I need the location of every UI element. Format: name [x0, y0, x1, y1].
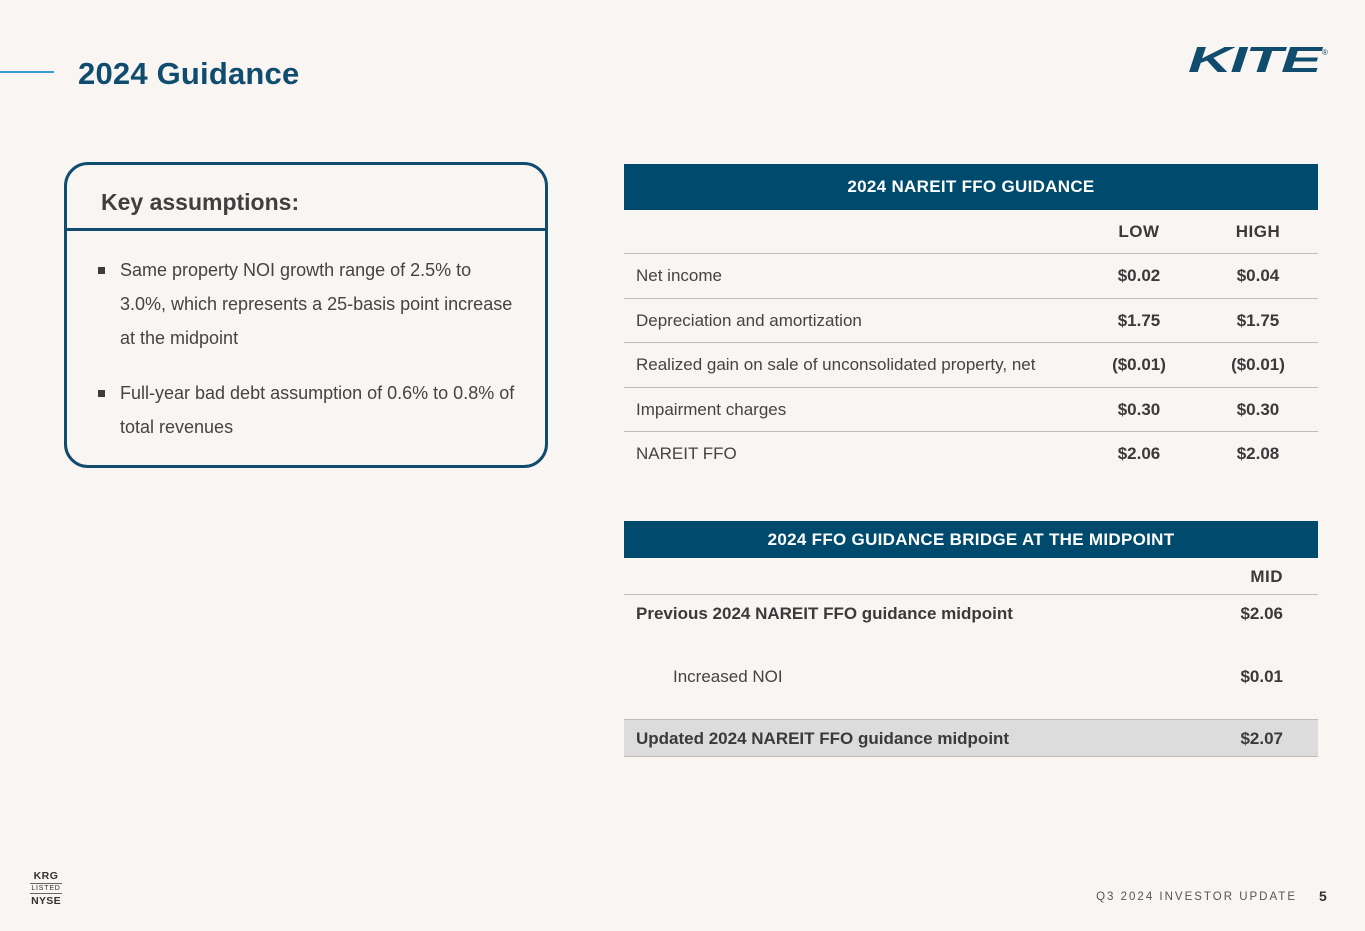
col-mid-header: MID [1250, 567, 1283, 586]
row-label: Depreciation and amortization [636, 310, 862, 330]
row-label: Previous 2024 NAREIT FFO guidance midpoint [636, 604, 1013, 623]
key-assumptions-card [64, 162, 548, 468]
table-row [624, 254, 1318, 299]
logo-registered-mark: ® [1322, 48, 1328, 57]
low-value: ($0.01) [1112, 355, 1166, 374]
title-accent-rule [0, 71, 54, 73]
bridge-column-header-row [624, 558, 1318, 595]
assumption-item [98, 253, 521, 355]
high-value: $0.04 [1236, 266, 1280, 285]
square-bullet-icon [98, 390, 105, 397]
row-label: Realized gain on sale of unconsolidated property, net [636, 355, 1036, 374]
table-row-total [624, 720, 1318, 757]
table-row [624, 388, 1318, 433]
row-label: NAREIT FFO [636, 444, 737, 463]
low-value: $0.02 [1117, 266, 1161, 285]
low-value: $0.30 [1117, 399, 1161, 419]
badge-divider [30, 893, 62, 894]
page-number: 5 [1319, 888, 1327, 904]
assumptions-list [67, 231, 545, 444]
assumption-item [98, 376, 521, 444]
high-value: $1.75 [1236, 310, 1280, 330]
high-value: $2.08 [1236, 444, 1280, 463]
ffo-column-header-row [624, 210, 1318, 254]
row-label: Impairment charges [636, 399, 787, 419]
nyse-listed-badge [30, 870, 62, 907]
badge-divider [30, 883, 62, 884]
ffo-bridge-table [624, 521, 1318, 757]
exchange: NYSE [31, 895, 61, 907]
ffo-bridge-title: 2024 FFO GUIDANCE BRIDGE AT THE MIDPOINT [624, 521, 1318, 558]
high-value: $0.30 [1236, 399, 1280, 419]
low-value: $2.06 [1117, 444, 1161, 463]
col-high-header: HIGH [1235, 222, 1281, 241]
table-row [624, 633, 1318, 720]
row-label: Increased NOI [673, 667, 783, 686]
table-row [624, 343, 1318, 388]
table-row [624, 432, 1318, 476]
logo-wordmark: KITE [1188, 44, 1324, 76]
row-label: Updated 2024 NAREIT FFO guidance midpoint [636, 729, 1010, 748]
row-label: Net income [636, 266, 722, 285]
high-value: ($0.01) [1231, 355, 1285, 374]
key-assumptions-heading: Key assumptions: [67, 165, 545, 231]
ffo-guidance-table [624, 164, 1318, 476]
footer-label: Q3 2024 INVESTOR UPDATE [1096, 891, 1297, 903]
table-row [624, 595, 1318, 633]
table-row [624, 299, 1318, 344]
square-bullet-icon [98, 267, 105, 274]
assumption-text: Same property NOI growth range of 2.5% to 3.0%, which represents a 25-basis point increase at the midpoint [120, 260, 513, 348]
kite-logo [1188, 44, 1330, 76]
ticker: KRG [33, 870, 59, 882]
low-value: $1.75 [1117, 310, 1161, 330]
mid-value: $2.07 [1240, 729, 1283, 748]
listed-label: LISTED [31, 885, 61, 892]
ffo-guidance-title: 2024 NAREIT FFO GUIDANCE [624, 164, 1318, 210]
mid-value: $0.01 [1240, 667, 1283, 686]
mid-value: $2.06 [1240, 604, 1283, 623]
page-title: 2024 Guidance [78, 56, 300, 91]
col-low-header: LOW [1118, 222, 1160, 241]
assumption-text: Full-year bad debt assumption of 0.6% to 0.8% of total revenues [120, 383, 515, 437]
